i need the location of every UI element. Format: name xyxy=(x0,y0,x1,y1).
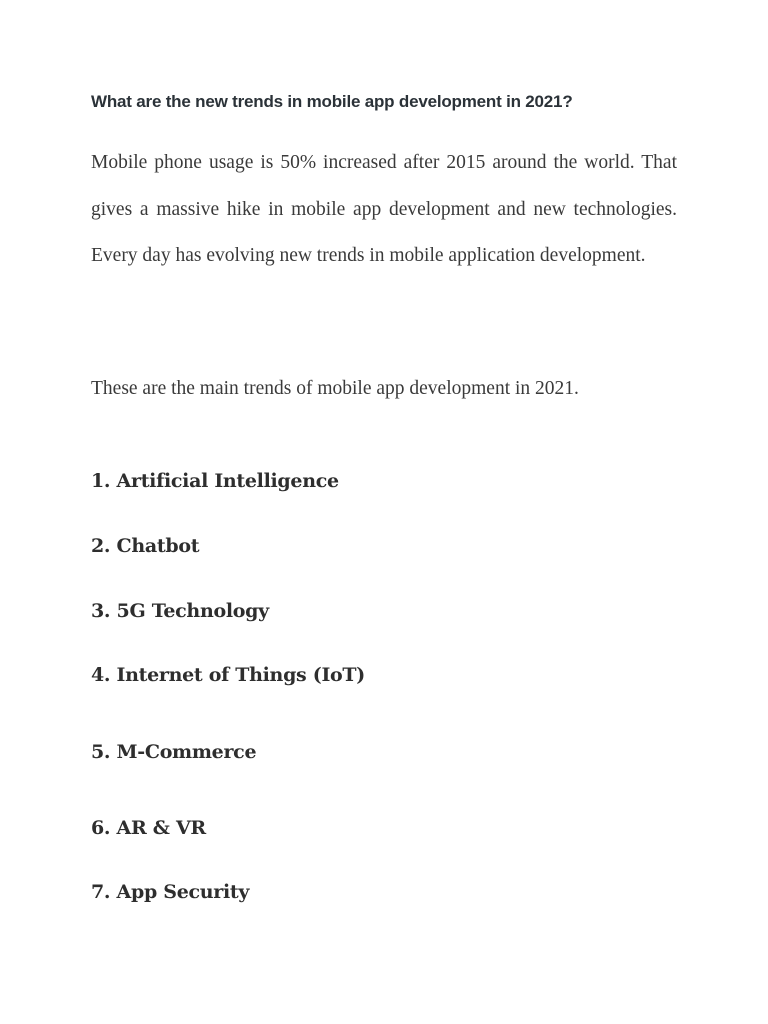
trend-item-m-commerce: 5. M-Commerce xyxy=(91,741,257,763)
lead-paragraph: These are the main trends of mobile app development in 2021. xyxy=(91,378,579,399)
trend-item-ar-vr: 6. AR & VR xyxy=(91,817,206,839)
trend-item-artificial-intelligence: 1. Artificial Intelligence xyxy=(91,470,339,492)
trend-item-app-security: 7. App Security xyxy=(91,881,250,903)
trend-item-5g-technology: 3. 5G Technology xyxy=(91,600,269,622)
intro-paragraph: Mobile phone usage is 50% increased after 2015 around the world. That gives a massive hike in mobile app development and new technologies. Every day has evolving new trends in mobile application development. xyxy=(91,152,677,267)
trend-item-iot: 4. Internet of Things (IoT) xyxy=(91,664,365,686)
document-title: What are the new trends in mobile app development in 2021? xyxy=(91,92,573,111)
trend-item-chatbot: 2. Chatbot xyxy=(91,535,200,557)
